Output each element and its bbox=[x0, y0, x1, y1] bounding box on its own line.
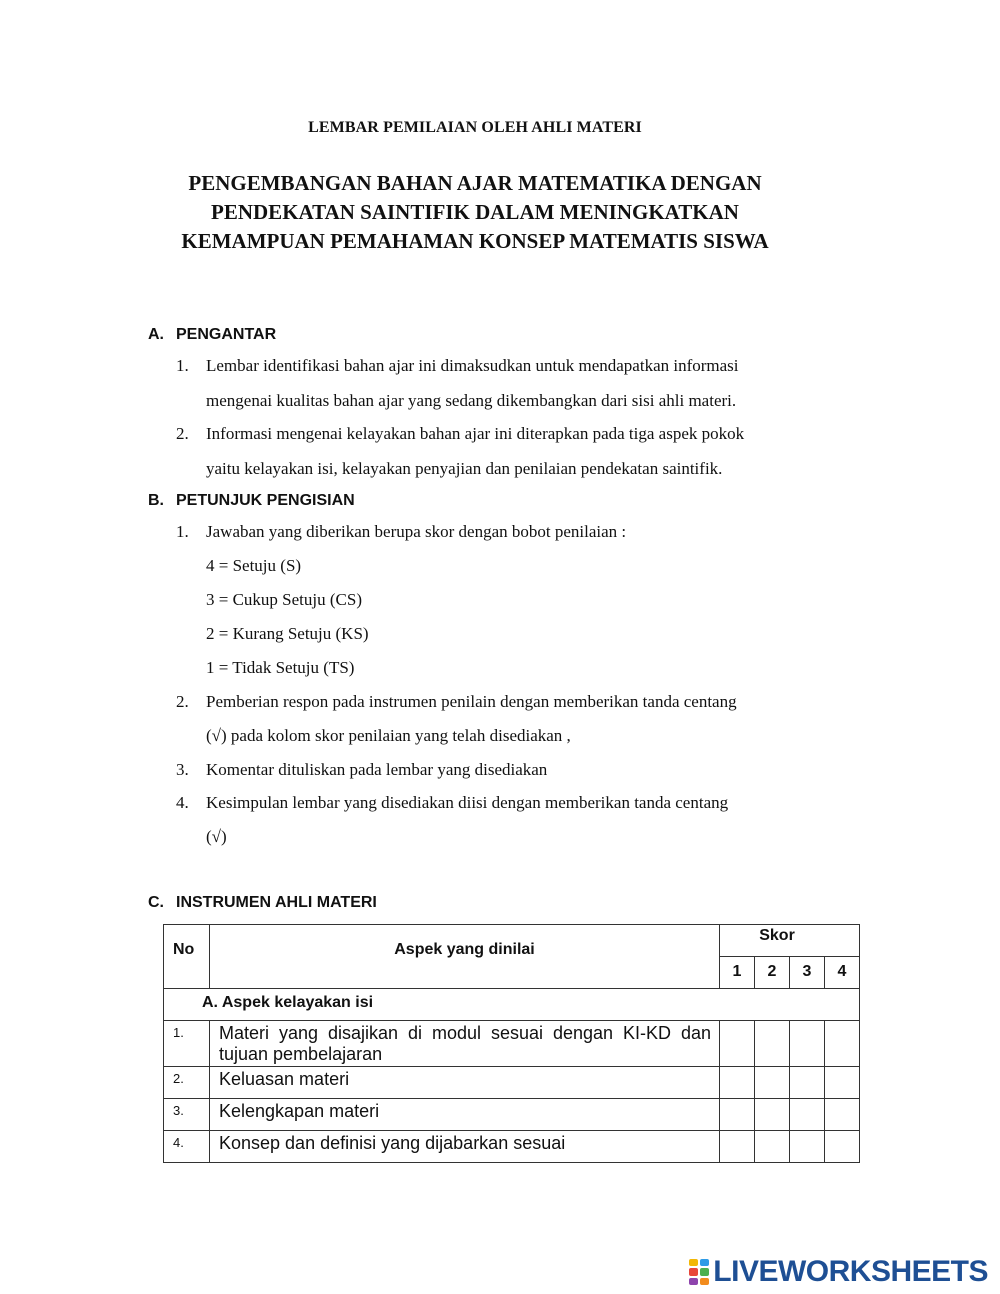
scale-item: 4 = Setuju (S) bbox=[206, 556, 302, 575]
liveworksheets-brand[interactable] bbox=[689, 1255, 988, 1289]
logo-block bbox=[689, 1268, 698, 1275]
list-text: yaitu kelayakan isi, kelayakan penyajian dan penilaian pendekatan saintifik. bbox=[206, 459, 723, 478]
section-b-heading bbox=[148, 492, 355, 510]
list-number: 1. bbox=[176, 522, 189, 541]
section-title: INSTRUMEN AHLI MATERI bbox=[176, 894, 377, 911]
list-text: Jawaban yang diberikan berupa skor dengan bobot penilaian : bbox=[206, 522, 627, 541]
score-checkbox[interactable] bbox=[825, 1131, 860, 1163]
logo-block bbox=[700, 1268, 709, 1275]
section-letter: A. bbox=[148, 326, 164, 343]
aspect-column-header: Aspek yang dinilai bbox=[210, 925, 720, 989]
section-c-heading bbox=[148, 894, 377, 912]
row-number: 1. bbox=[164, 1021, 210, 1067]
liveworksheets-logo-icon bbox=[689, 1259, 709, 1285]
section-letter: B. bbox=[148, 492, 164, 509]
section-letter: C. bbox=[148, 894, 164, 911]
table-row bbox=[164, 1021, 860, 1067]
main-title bbox=[0, 169, 950, 256]
instrument-table bbox=[163, 924, 860, 1163]
scale-item: 1 = Tidak Setuju (TS) bbox=[206, 658, 355, 677]
no-column-header: No bbox=[164, 925, 210, 989]
logo-block bbox=[689, 1278, 698, 1285]
list-number: 2. bbox=[176, 424, 189, 443]
score-checkbox[interactable] bbox=[790, 1021, 825, 1067]
document-title: LEMBAR PEMILAIAN OLEH AHLI MATERI bbox=[308, 119, 642, 136]
brand-name: LIVEWORKSHEETS bbox=[713, 1255, 988, 1288]
score-checkbox[interactable] bbox=[790, 1067, 825, 1099]
table-row bbox=[164, 1131, 860, 1163]
score-header-2: 2 bbox=[755, 957, 790, 989]
score-checkbox[interactable] bbox=[755, 1067, 790, 1099]
list-number: 1. bbox=[176, 356, 189, 375]
section-a-heading bbox=[148, 326, 276, 344]
list-text: (√) bbox=[206, 827, 227, 846]
list-number: 2. bbox=[176, 692, 189, 711]
list-text: Komentar dituliskan pada lembar yang disediakan bbox=[206, 760, 548, 779]
list-text: Kesimpulan lembar yang disediakan diisi dengan memberikan tanda centang bbox=[206, 793, 729, 812]
scale-item: 3 = Cukup Setuju (CS) bbox=[206, 590, 362, 609]
score-checkbox[interactable] bbox=[825, 1021, 860, 1067]
section-title: PENGANTAR bbox=[176, 326, 277, 343]
row-aspect: Konsep dan definisi yang dijabarkan sesuai bbox=[210, 1131, 720, 1163]
logo-block bbox=[700, 1278, 709, 1285]
score-checkbox[interactable] bbox=[790, 1131, 825, 1163]
main-title-line: PENDEKATAN SAINTIFIK DALAM MENINGKATKAN bbox=[211, 200, 739, 224]
table-row bbox=[164, 1099, 860, 1131]
list-text: Lembar identifikasi bahan ajar ini dimaksudkan untuk mendapatkan informasi bbox=[206, 356, 739, 375]
score-header-3: 3 bbox=[790, 957, 825, 989]
score-checkbox[interactable] bbox=[720, 1067, 755, 1099]
score-checkbox[interactable] bbox=[755, 1021, 790, 1067]
list-text: (√) pada kolom skor penilaian yang telah disediakan , bbox=[206, 726, 571, 745]
row-number: 2. bbox=[164, 1067, 210, 1099]
row-number: 3. bbox=[164, 1099, 210, 1131]
row-number: 4. bbox=[164, 1131, 210, 1163]
score-column-header: Skor bbox=[720, 925, 860, 957]
main-title-line: PENGEMBANGAN BAHAN AJAR MATEMATIKA DENGAN bbox=[188, 171, 762, 195]
score-checkbox[interactable] bbox=[825, 1067, 860, 1099]
section-title: PETUNJUK PENGISIAN bbox=[176, 492, 355, 509]
score-checkbox[interactable] bbox=[720, 1099, 755, 1131]
list-text: Pemberian respon pada instrumen penilain dengan memberikan tanda centang bbox=[206, 692, 737, 711]
row-aspect: Keluasan materi bbox=[210, 1067, 720, 1099]
list-text: Informasi mengenai kelayakan bahan ajar ini diterapkan pada tiga aspek pokok bbox=[206, 424, 745, 443]
score-checkbox[interactable] bbox=[720, 1131, 755, 1163]
logo-block bbox=[689, 1259, 698, 1266]
aspect-subheading: A. Aspek kelayakan isi bbox=[164, 989, 860, 1021]
logo-block bbox=[700, 1259, 709, 1266]
score-checkbox[interactable] bbox=[825, 1099, 860, 1131]
score-checkbox[interactable] bbox=[720, 1021, 755, 1067]
score-checkbox[interactable] bbox=[755, 1131, 790, 1163]
row-aspect: Kelengkapan materi bbox=[210, 1099, 720, 1131]
scale-item: 2 = Kurang Setuju (KS) bbox=[206, 624, 369, 643]
score-header-1: 1 bbox=[720, 957, 755, 989]
list-number: 3. bbox=[176, 760, 189, 779]
list-text: mengenai kualitas bahan ajar yang sedang dikembangkan dari sisi ahli materi. bbox=[206, 391, 737, 410]
main-title-line: KEMAMPUAN PEMAHAMAN KONSEP MATEMATIS SISWA bbox=[181, 229, 769, 253]
score-checkbox[interactable] bbox=[755, 1099, 790, 1131]
table-row bbox=[164, 1067, 860, 1099]
score-checkbox[interactable] bbox=[790, 1099, 825, 1131]
score-header-4: 4 bbox=[825, 957, 860, 989]
row-aspect: Materi yang disajikan di modul sesuai dengan KI-KD dan tujuan pembelajaran bbox=[210, 1021, 720, 1067]
list-number: 4. bbox=[176, 793, 189, 812]
